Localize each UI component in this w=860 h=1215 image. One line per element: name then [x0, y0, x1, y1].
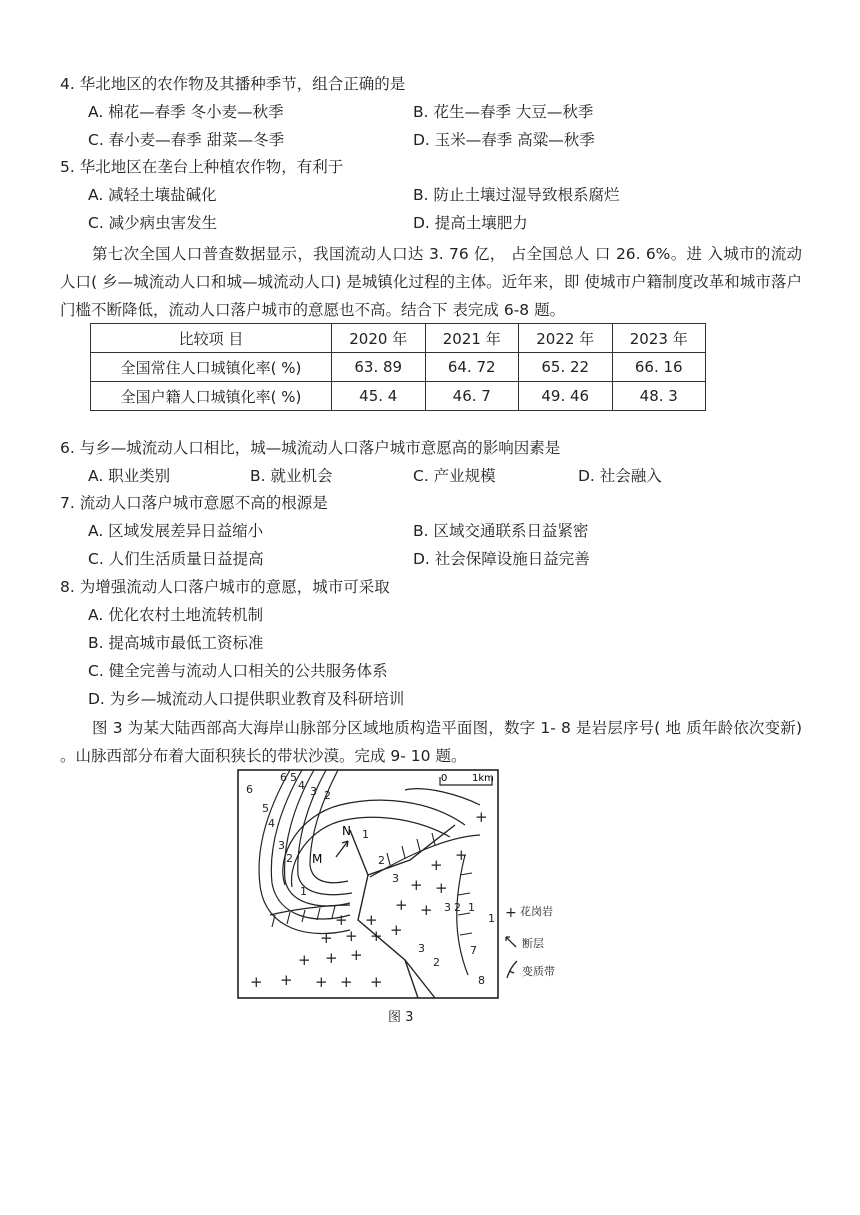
svg-text:3: 3	[278, 839, 285, 852]
svg-text:+: +	[410, 876, 423, 894]
q8-option-d: D. 为乡—城流动人口提供职业教育及科研培训	[88, 690, 405, 708]
q8-option-a: A. 优化农村土地流转机制	[88, 606, 264, 624]
north-label: N	[342, 824, 351, 838]
intro-paragraph-9-10: 图 3 为某大陆西部高大海岸山脉部分区域地质构造平面图，数字 1- 8 是岩层序号( 地 质年龄依次变新) 。山脉西部分布着大面积狭长的带状沙漠。完成 9- 10 题。	[60, 719, 802, 765]
urbanization-table	[90, 323, 706, 411]
map-legend	[505, 904, 555, 978]
svg-text:2: 2	[433, 956, 440, 969]
svg-text:+: +	[365, 911, 378, 929]
metamorphic-legend-icon	[507, 961, 517, 978]
table-header-cell: 2021 年	[425, 324, 519, 353]
svg-text:+: +	[435, 879, 448, 897]
q5-option-c: C. 减少病虫害发生	[88, 214, 218, 232]
point-m-label: M	[312, 852, 323, 866]
table-row	[91, 382, 706, 411]
svg-text:1: 1	[468, 901, 475, 914]
svg-text:+: +	[395, 896, 408, 914]
q8-option-b: B. 提高城市最低工资标准	[88, 634, 264, 652]
svg-text:+: +	[475, 808, 488, 826]
q5-option-b: B. 防止土壤过湿导致根系腐烂	[413, 186, 620, 204]
q6-option-c: C. 产业规模	[413, 467, 496, 485]
table-header-cell: 比较项 目	[91, 324, 332, 353]
table-cell: 48. 3	[612, 382, 706, 411]
q5-stem: 5. 华北地区在垄台上种植农作物，有利于	[60, 158, 344, 176]
svg-text:+: +	[430, 856, 443, 874]
q5-option-a: A. 减轻土壤盐碱化	[88, 186, 217, 204]
svg-text:+: +	[335, 911, 348, 929]
q7-option-a: A. 区域发展差异日益缩小	[88, 522, 264, 540]
q8-option-c: C. 健全完善与流动人口相关的公共服务体系	[88, 662, 388, 680]
svg-text:2: 2	[454, 901, 461, 914]
svg-text:5: 5	[262, 802, 269, 815]
intro-paragraph-6-8: 第七次全国人口普查数据显示，我国流动人口达 3. 76 亿， 占全国总人 口 26. 6%。进 入城市的流动人口( 乡—城流动人口和城—城流动人口) 是城镇化过程的主体。近年来，即 使城市户籍制度改革和城市落户门槛不断降低，流动人口落户城市的意愿也不高。结合下 表完成 6-8 题。	[60, 245, 802, 319]
fault-legend-icon	[506, 937, 516, 947]
svg-text:+: +	[280, 971, 293, 989]
svg-text:+: +	[340, 973, 353, 991]
svg-text:+: +	[345, 927, 358, 945]
svg-text:+: +	[455, 846, 468, 864]
svg-text:+: +	[315, 973, 328, 991]
svg-text:+: +	[420, 901, 433, 919]
svg-text:+: +	[370, 973, 383, 991]
q4-option-c: C. 春小麦—春季 甜菜—冬季	[88, 131, 285, 149]
svg-text:+: +	[390, 921, 403, 939]
table-cell: 63. 89	[332, 353, 426, 382]
table-cell: 45. 4	[332, 382, 426, 411]
q4-option-b: B. 花生—春季 大豆—秋季	[413, 103, 594, 121]
table-cell: 全国户籍人口城镇化率( %)	[91, 382, 332, 411]
svg-text:6: 6	[246, 783, 253, 796]
svg-text:+: +	[298, 951, 311, 969]
q6-option-b: B. 就业机会	[250, 467, 333, 485]
table-row	[91, 353, 706, 382]
table-header-cell: 2022 年	[519, 324, 613, 353]
q4-option-a: A. 棉花—春季 冬小麦—秋季	[88, 103, 284, 121]
q6-option-a: A. 职业类别	[88, 467, 171, 485]
scale-zero: 0	[441, 773, 448, 784]
geologic-map-figure	[230, 765, 570, 1005]
svg-text:3: 3	[444, 901, 451, 914]
svg-text:8: 8	[478, 974, 485, 987]
granite-legend-icon: +	[505, 905, 517, 921]
table-cell: 49. 46	[519, 382, 613, 411]
q7-option-b: B. 区域交通联系日益紧密	[413, 522, 589, 540]
svg-text:1: 1	[300, 885, 307, 898]
table-cell: 64. 72	[425, 353, 519, 382]
table-cell: 46. 7	[425, 382, 519, 411]
q4-option-d: D. 玉米—春季 高粱—秋季	[413, 131, 595, 149]
svg-text:6: 6	[280, 771, 287, 784]
svg-text:5: 5	[290, 771, 297, 784]
q4-stem: 4. 华北地区的农作物及其播种季节，组合正确的是	[60, 75, 406, 93]
svg-text:+: +	[370, 927, 383, 945]
svg-text:4: 4	[268, 817, 275, 830]
north-arrow-icon	[336, 841, 348, 857]
q8-stem: 8. 为增强流动人口落户城市的意愿，城市可采取	[60, 578, 390, 596]
legend-granite: 花岗岩	[520, 905, 553, 918]
table-cell: 66. 16	[612, 353, 706, 382]
table-header-row	[91, 324, 706, 353]
svg-text:3: 3	[418, 942, 425, 955]
legend-metamorphic: 变质带	[522, 965, 555, 978]
q7-option-d: D. 社会保障设施日益完善	[413, 550, 590, 568]
svg-text:1: 1	[362, 828, 369, 841]
q5-option-d: D. 提高土壤肥力	[413, 214, 528, 232]
figure-caption: 图 3	[388, 1010, 414, 1025]
table-header-cell: 2023 年	[612, 324, 706, 353]
q6-stem: 6. 与乡—城流动人口相比，城—城流动人口落户城市意愿高的影响因素是	[60, 439, 561, 457]
svg-text:4: 4	[298, 779, 305, 792]
svg-text:+: +	[250, 973, 263, 991]
table-header-cell: 2020 年	[332, 324, 426, 353]
table-cell: 65. 22	[519, 353, 613, 382]
svg-text:1: 1	[488, 912, 495, 925]
svg-text:3: 3	[392, 872, 399, 885]
legend-fault: 断层	[522, 937, 544, 950]
svg-text:2: 2	[378, 854, 385, 867]
svg-text:2: 2	[286, 852, 293, 865]
table-cell: 全国常住人口城镇化率( %)	[91, 353, 332, 382]
svg-text:+: +	[325, 949, 338, 967]
svg-text:7: 7	[470, 944, 477, 957]
scale-unit: 1km	[472, 773, 494, 784]
svg-text:3: 3	[310, 785, 317, 798]
q7-option-c: C. 人们生活质量日益提高	[88, 550, 264, 568]
svg-text:2: 2	[324, 789, 331, 802]
svg-text:+: +	[320, 929, 333, 947]
q7-stem: 7. 流动人口落户城市意愿不高的根源是	[60, 494, 328, 512]
svg-text:+: +	[350, 946, 363, 964]
q6-option-d: D. 社会融入	[578, 467, 662, 485]
